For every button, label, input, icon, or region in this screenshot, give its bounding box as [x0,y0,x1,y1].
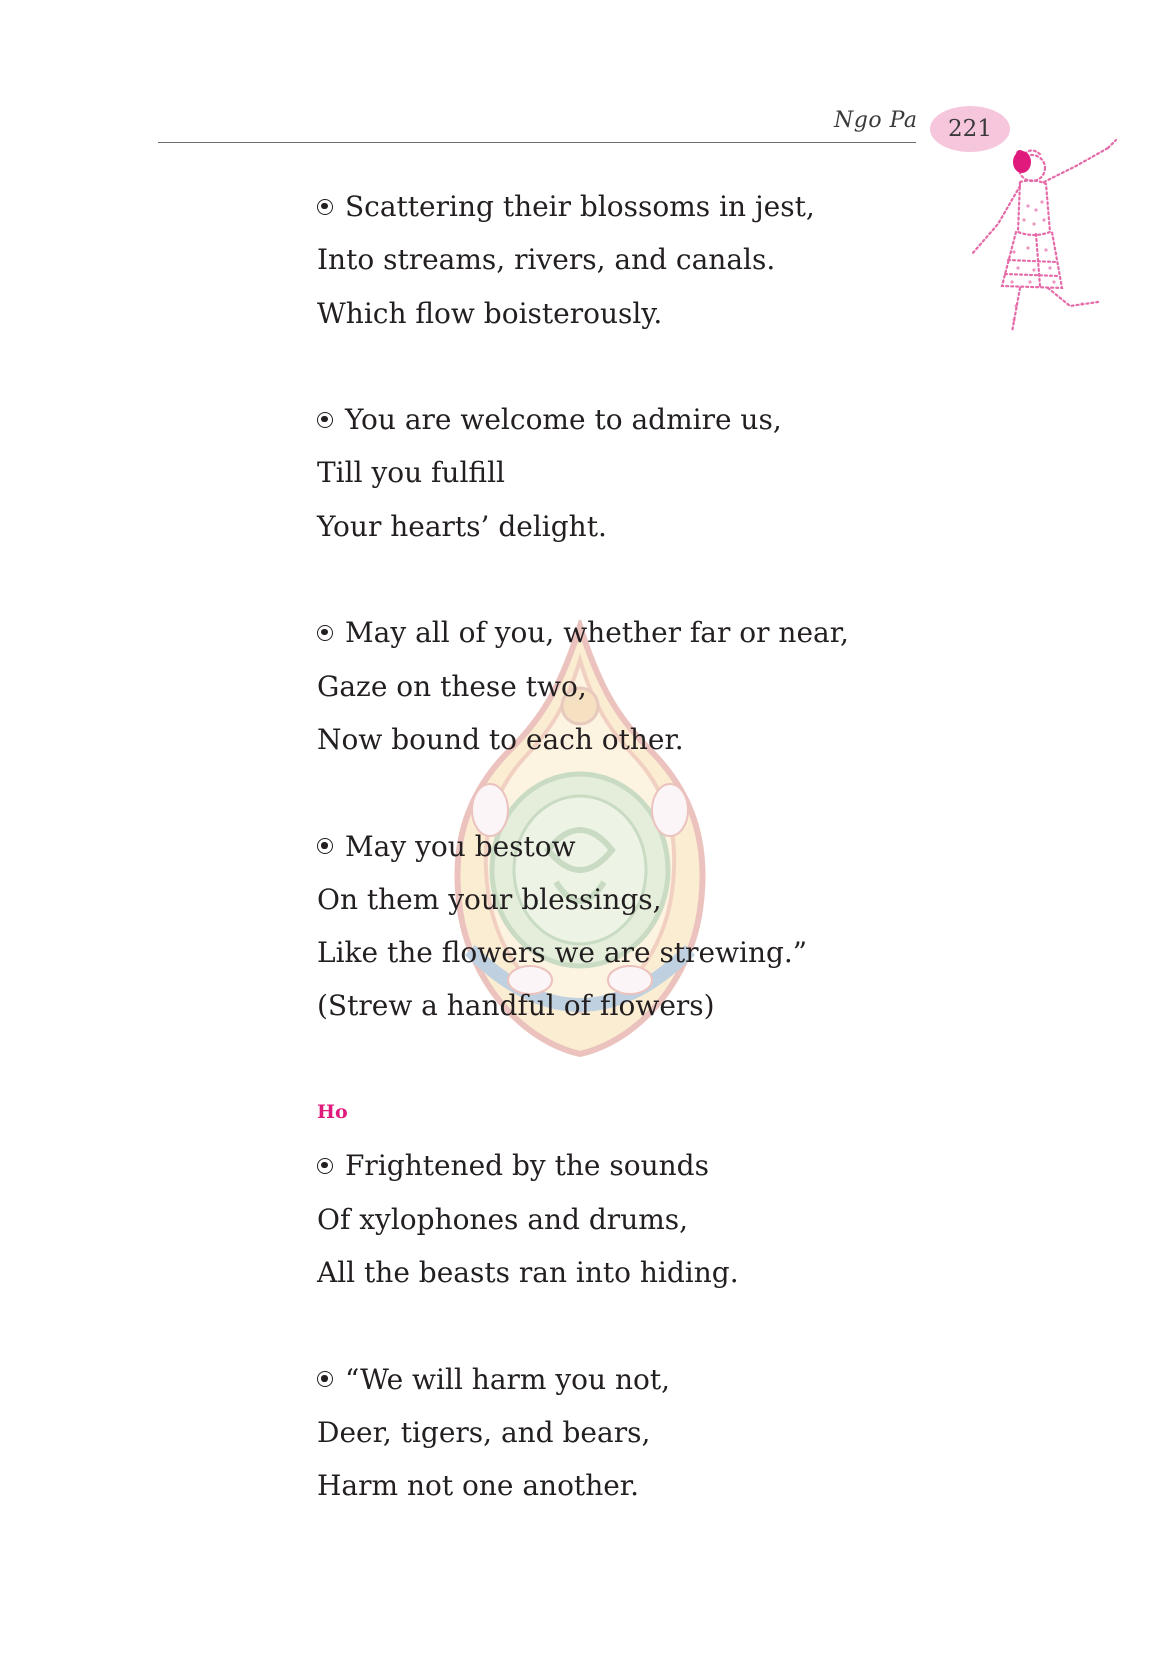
verse-line: All the beasts ran into hiding. [317,1255,739,1289]
verse-line: May you bestow [317,820,937,873]
verse-block [317,180,937,1512]
header-rule [158,142,916,143]
verse-line: Into streams, rivers, and canals. [317,243,776,277]
speaker-label: Ho [317,1101,348,1124]
verse-line: Of xylophones and drums, [317,1202,689,1236]
verse-line: Gaze on these two, [317,669,587,703]
verse-line: Till you fulfill [317,456,505,490]
circled-dot-bullet-icon [317,1158,333,1174]
verse-line: Which flow boisterously. [317,296,663,330]
verse-line: Harm not one another. [317,1469,639,1503]
verse-line: You are welcome to admire us, [317,393,937,446]
dancer-illustration-icon [958,136,1128,346]
circled-dot-bullet-icon [317,199,333,215]
verse-line: Like the flowers we are strewing.” [317,936,808,970]
verse-line: Deer, tigers, and bears, [317,1415,651,1449]
verse-line: May all of you, whether far or near, [317,606,937,659]
verse-line: Frightened by the sounds [317,1139,937,1192]
verse-line: “We will harm you not, [317,1353,937,1406]
circled-dot-bullet-icon [317,1371,333,1387]
stage-direction: (Strew a handful of flowers) [317,989,715,1023]
verse-line: Now bound to each other. [317,722,684,756]
circled-dot-bullet-icon [317,412,333,428]
verse-line: On them your blessings, [317,882,662,916]
circled-dot-bullet-icon [317,838,333,854]
running-title: Ngo Pa [834,108,918,133]
circled-dot-bullet-icon [317,625,333,641]
verse-line: Your hearts’ delight. [317,509,607,543]
page-number: 221 [948,116,992,142]
verse-line: Scattering their blossoms in jest, [317,180,937,233]
